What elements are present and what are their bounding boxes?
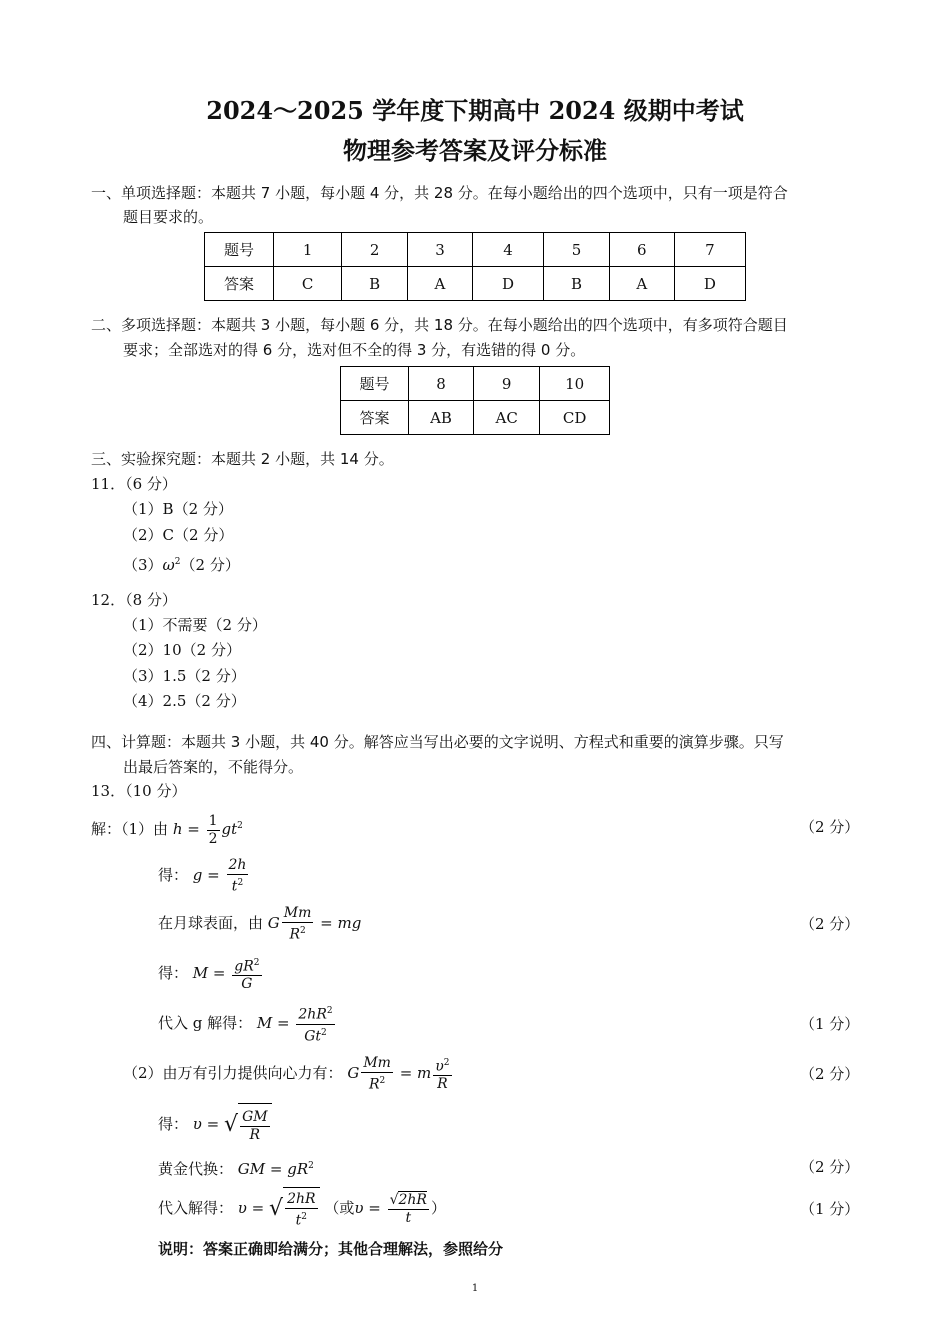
table-header-cell: 答案 <box>341 401 409 435</box>
table-cell: 1 <box>274 233 342 267</box>
table-row <box>341 401 610 435</box>
q11-answer-3-prefix: （3） <box>123 556 163 574</box>
formula: GM = $gR^2$ <box>237 1160 314 1178</box>
multi-choice-answer-table <box>340 366 610 435</box>
step-text: 黄金代换： <box>158 1160 234 1178</box>
q12-answer-3: （3）1.5（2 分） <box>123 667 246 685</box>
alt-close: ） <box>430 1199 446 1217</box>
single-choice-answer-table <box>204 232 746 301</box>
score-label: （2 分） <box>800 915 860 933</box>
q13-step-5 <box>158 1001 337 1045</box>
table-cell: CD <box>540 401 610 435</box>
q11-label: 11．（6 分） <box>91 475 177 493</box>
q13-step-2 <box>158 853 250 897</box>
section1-heading-cont: 题目要求的。 <box>123 208 214 226</box>
table-cell: 4 <box>472 233 543 267</box>
page-number: 1 <box>471 1283 479 1294</box>
section3-heading: 三、实验探究题：本题共 2 小题，共 14 分。 <box>91 450 394 468</box>
section1-heading: 一、单项选择题：本题共 7 小题，每小题 4 分，共 28 分。在每小题给出的四个选项中，只有一项是符合 <box>91 184 788 202</box>
table-cell: A <box>408 267 473 301</box>
q13-step-8 <box>158 1156 314 1179</box>
q11-answer-2: （2）C（2 分） <box>123 526 234 544</box>
formula: G $\frac{Mm}{R^2}$ = mg <box>267 904 362 943</box>
q12-answer-2: （2）10（2 分） <box>123 641 241 659</box>
table-cell: B <box>342 267 408 301</box>
table-row <box>341 367 610 401</box>
table-cell: A <box>609 267 674 301</box>
section2-heading-cont: 要求；全部选对的得 6 分，选对但不全的得 3 分，有选错的得 0 分。 <box>123 341 586 359</box>
section4-heading-cont: 出最后答案的，不能得分。 <box>123 758 304 776</box>
table-row <box>205 233 746 267</box>
score-label: （1 分） <box>800 1200 860 1218</box>
table-cell: 6 <box>609 233 674 267</box>
step-text: 得： <box>158 866 189 884</box>
grading-note: 说明：答案正确即给满分；其他合理解法，参照给分 <box>158 1240 504 1258</box>
section4-heading: 四、计算题：本题共 3 小题，共 40 分。解答应当写出必要的文字说明、方程式和重要的演算步骤。只写 <box>91 733 784 751</box>
table-cell: C <box>274 267 342 301</box>
table-header-cell: 题号 <box>341 367 409 401</box>
omega-symbol: ω <box>162 556 175 574</box>
q13-label: 13．（10 分） <box>91 782 187 800</box>
q13-step-3 <box>158 901 361 945</box>
section2-heading: 二、多项选择题：本题共 3 小题，每小题 6 分，共 18 分。在每小题给出的四个选项中，有多项符合题目 <box>91 316 788 334</box>
alt-formula: υ = $\frac{√2hR}{t}$ <box>354 1191 427 1226</box>
q12-answer-1: （1）不需要（2 分） <box>123 616 267 634</box>
table-cell: D <box>472 267 543 301</box>
step-text: 得： <box>158 964 189 982</box>
table-cell: 10 <box>540 367 610 401</box>
step-text: 解：（1）由 <box>91 820 169 838</box>
q11-answer-3 <box>123 552 240 575</box>
exponent: 2 <box>174 557 181 567</box>
formula: h = $\frac{1}{2}$ $gt^2$ <box>172 812 243 847</box>
formula: υ = √ $\frac{GM}{R}$ <box>193 1115 272 1133</box>
table-cell: 8 <box>409 367 474 401</box>
formula: M = $\frac{gR^2}{G}$ <box>193 964 264 982</box>
q13-step-7 <box>158 1102 272 1148</box>
alt-open: （或 <box>324 1199 355 1217</box>
score-label: （2 分） <box>800 1158 860 1176</box>
step-text: 在月球表面，由 <box>158 914 264 932</box>
table-cell: B <box>544 267 610 301</box>
table-cell: 7 <box>674 233 745 267</box>
step-text: （2）由万有引力提供向心力有： <box>123 1064 343 1082</box>
q12-label: 12．（8 分） <box>91 591 177 609</box>
score-label: （1 分） <box>800 1015 860 1033</box>
step-text: 代入 g 解得： <box>158 1014 253 1032</box>
table-cell: 3 <box>408 233 473 267</box>
q12-answer-4: （4）2.5（2 分） <box>123 692 246 710</box>
table-cell: 5 <box>544 233 610 267</box>
q13-step-4 <box>158 951 264 995</box>
q13-step-1 <box>91 804 243 851</box>
score-label: （2 分） <box>800 818 860 836</box>
table-cell: D <box>674 267 745 301</box>
table-cell: AC <box>474 401 540 435</box>
table-row <box>205 267 746 301</box>
q13-step-9 <box>158 1186 446 1232</box>
score-label: （2 分） <box>800 1065 860 1083</box>
page-title: 2024～2025 学年度下期高中 2024 级期中考试 <box>206 96 744 125</box>
formula: G $\frac{Mm}{R^2}$ = m $\frac{\upsilon^2}{R}$ <box>347 1054 450 1093</box>
step-text: 代入解得： <box>158 1199 234 1217</box>
q13-step-6 <box>123 1051 454 1095</box>
formula: M = $\frac{2hR^2}{Gt^2}$ <box>257 1014 337 1032</box>
table-cell: 9 <box>474 367 540 401</box>
table-header-cell: 题号 <box>205 233 274 267</box>
table-cell: 2 <box>342 233 408 267</box>
page-subtitle: 物理参考答案及评分标准 <box>343 136 607 165</box>
q11-answer-3-score: （2 分） <box>180 556 240 574</box>
table-header-cell: 答案 <box>205 267 274 301</box>
formula: υ = √ $\frac{2hR}{t^2}$ <box>238 1199 320 1217</box>
table-cell: AB <box>409 401 474 435</box>
formula: g = $\frac{2h}{t^2}$ <box>192 856 247 895</box>
q11-answer-1: （1）B（2 分） <box>123 500 233 518</box>
step-text: 得： <box>158 1115 189 1133</box>
